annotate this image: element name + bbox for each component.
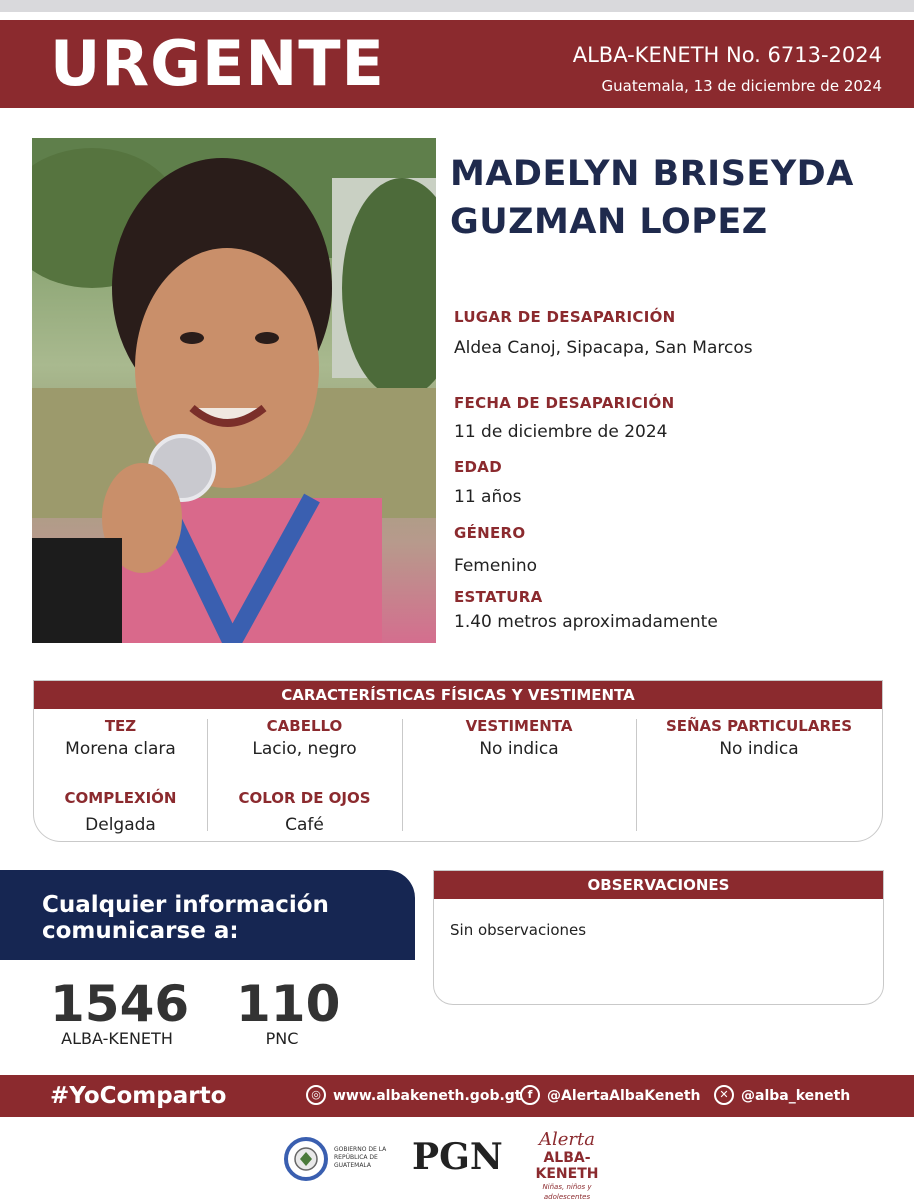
contact-text xyxy=(42,892,329,944)
top-strip xyxy=(0,0,914,12)
characteristics-title: CARACTERÍSTICAS FÍSICAS Y VESTIMENTA xyxy=(34,681,882,709)
ojos-label: COLOR DE OJOS xyxy=(238,789,371,807)
x-link[interactable]: @alba_keneth xyxy=(741,1088,851,1104)
estatura-value: 1.40 metros aproximadamente xyxy=(454,612,718,632)
contact-line-1: Cualquier información xyxy=(42,892,329,918)
phone-pnc[interactable]: 110 xyxy=(236,975,341,1033)
ojos-value: Café xyxy=(285,815,324,835)
lugar-label: LUGAR DE DESAPARICIÓN xyxy=(454,308,676,326)
name-line-1: MADELYN BRISEYDA xyxy=(450,154,854,194)
footer-bar xyxy=(0,1075,914,1117)
contact-banner xyxy=(0,870,415,960)
column-divider xyxy=(636,719,637,831)
senas-label: SEÑAS PARTICULARES xyxy=(665,717,853,735)
contact-line-2: comunicarse a: xyxy=(42,918,239,944)
alerta-logo-line-1: Alerta xyxy=(539,1129,595,1150)
genero-value: Femenino xyxy=(454,556,537,576)
tez-label: TEZ xyxy=(104,717,137,735)
edad-value: 11 años xyxy=(454,487,522,507)
estatura-label: ESTATURA xyxy=(454,588,543,606)
complexion-value: Delgada xyxy=(85,815,156,835)
phone-alba-keneth-label: ALBA-KENETH xyxy=(61,1029,173,1048)
gov-logo-text: GOBIERNO DE LA REPÚBLICA DE GUATEMALA xyxy=(334,1146,387,1169)
observations-panel xyxy=(433,870,884,1005)
cabello-value: Lacio, negro xyxy=(252,739,357,759)
header-banner xyxy=(0,20,914,108)
x-icon: ✕ xyxy=(714,1085,734,1105)
column-divider xyxy=(402,719,403,831)
alerta-logo-line-3: Niñas, niños y adolescentes xyxy=(542,1183,592,1201)
vestimenta-value: No indica xyxy=(479,739,559,759)
alerta-logo-line-2: ALBA-KENETH xyxy=(535,1150,599,1182)
vestimenta-label: VESTIMENTA xyxy=(465,717,573,735)
website-link[interactable]: www.albakeneth.gob.gt xyxy=(333,1088,522,1104)
complexion-label: COMPLEXIÓN xyxy=(64,789,177,807)
name-line-2: GUZMAN LOPEZ xyxy=(450,202,768,242)
person-name xyxy=(450,150,900,246)
genero-label: GÉNERO xyxy=(454,524,526,542)
alert-number: ALBA-KENETH No. 6713-2024 xyxy=(572,43,882,67)
facebook-link[interactable]: @AlertaAlbaKeneth xyxy=(547,1088,701,1104)
globe-icon: ◎ xyxy=(306,1085,326,1105)
hashtag: #YoComparto xyxy=(50,1083,227,1109)
edad-label: EDAD xyxy=(454,458,502,476)
alert-date: Guatemala, 13 de diciembre de 2024 xyxy=(601,77,882,95)
phone-alba-keneth[interactable]: 1546 xyxy=(50,975,190,1033)
tez-value: Morena clara xyxy=(65,739,176,759)
fecha-value: 11 de diciembre de 2024 xyxy=(454,422,668,442)
senas-value: No indica xyxy=(719,739,799,759)
guatemala-seal-logo xyxy=(282,1134,330,1184)
characteristics-panel xyxy=(33,680,883,842)
phone-pnc-label: PNC xyxy=(265,1029,299,1048)
observations-title: OBSERVACIONES xyxy=(434,871,883,899)
observations-text: Sin observaciones xyxy=(450,921,587,939)
alerta-alba-keneth-logo xyxy=(522,1130,612,1202)
cabello-label: CABELLO xyxy=(266,717,343,735)
facebook-icon: f xyxy=(520,1085,540,1105)
lugar-value: Aldea Canoj, Sipacapa, San Marcos xyxy=(454,338,753,358)
pgn-logo: PGN xyxy=(412,1136,503,1178)
missing-person-photo xyxy=(32,138,436,643)
fecha-label: FECHA DE DESAPARICIÓN xyxy=(454,394,675,412)
urgent-title: URGENTE xyxy=(50,27,385,100)
